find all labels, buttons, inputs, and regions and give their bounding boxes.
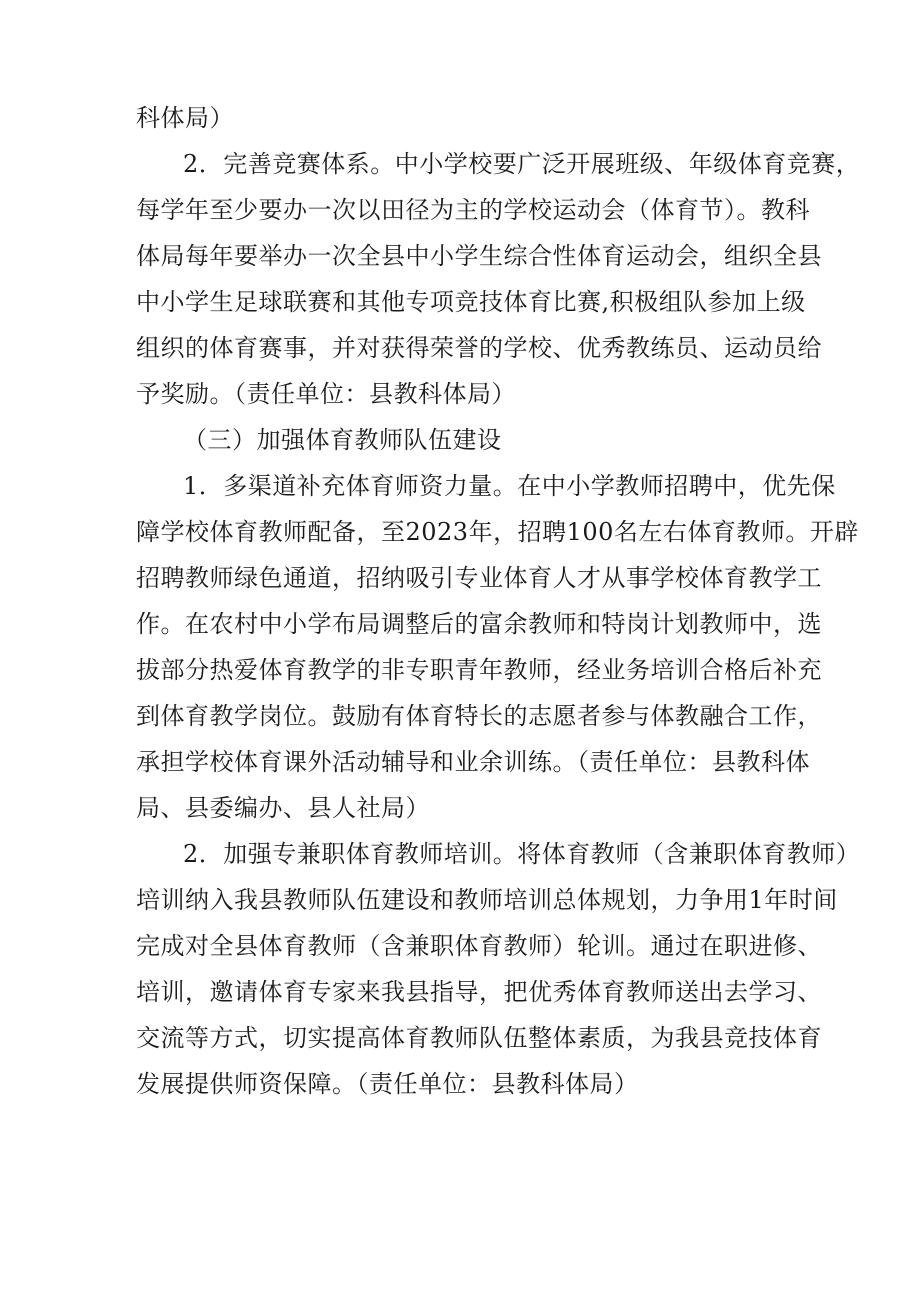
text-line: 中小学生足球联赛和其他专项竞技体育比赛,积极组队参加上级 <box>136 288 806 316</box>
text-line: 每学年至少要办一次以田径为主的学校运动会（体育节）。教科 <box>136 196 810 224</box>
text-line: 作。在农村中小学布局调整后的富余教师和特岗计划教师中，选 <box>136 610 822 638</box>
text-line: 局、县委编办、县人社局） <box>136 794 430 822</box>
section-heading: （三）加强体育教师队伍建设 <box>183 426 502 454</box>
text-line: 发展提供师资保障。（责任单位：县教科体局） <box>136 1070 639 1098</box>
text-line: 交流等方式，切实提高体育教师队伍整体素质，为我县竞技体育 <box>136 1024 822 1052</box>
text-line: 拔部分热爱体育教学的非专职青年教师，经业务培训合格后补充 <box>136 656 822 684</box>
text-line: 1．多渠道补充体育师资力量。在中小学教师招聘中，优先保 <box>183 472 836 500</box>
text-line: 招聘教师绿色通道，招纳吸引专业体育人才从事学校体育教学工 <box>136 564 822 592</box>
text-line: 予奖励。（责任单位：县教科体局） <box>136 380 516 408</box>
text-line: 体局每年要举办一次全县中小学生综合性体育运动会，组织全县 <box>136 242 822 270</box>
text-line: 培训，邀请体育专家来我县指导，把优秀体育教师送出去学习、 <box>136 978 822 1006</box>
text-line: 2．加强专兼职体育教师培训。将体育教师（含兼职体育教师） <box>183 840 861 868</box>
text-line: 组织的体育赛事，并对获得荣誉的学校、优秀教练员、运动员给 <box>136 334 822 362</box>
text-line: 障学校体育教师配备，至2023年，招聘100名左右体育教师。开辟 <box>136 518 859 546</box>
text-line: 培训纳入我县教师队伍建设和教师培训总体规划，力争用1年时间 <box>136 886 838 914</box>
text-line: 2．完善竞赛体系。中小学校要广泛开展班级、年级体育竞赛， <box>183 150 861 178</box>
text-line: 科体局） <box>136 104 234 132</box>
text-line: 承担学校体育课外活动辅导和业余训练。（责任单位：县教科体 <box>136 748 810 776</box>
text-line: 到体育教学岗位。鼓励有体育特长的志愿者参与体教融合工作， <box>136 702 822 730</box>
text-line: 完成对全县体育教师（含兼职体育教师）轮训。通过在职进修、 <box>136 932 822 960</box>
